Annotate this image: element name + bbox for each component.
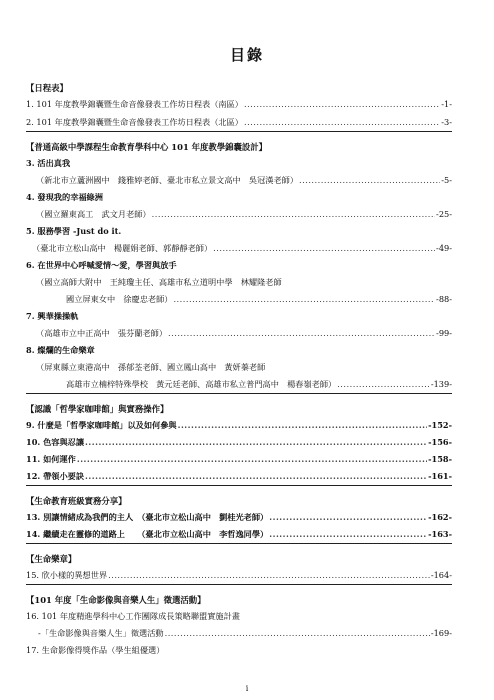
section-heading (26, 493, 452, 509)
toc-entry-title: 【認識「哲學家咖啡館」與實務操作】 (26, 404, 169, 414)
toc-entry (36, 274, 452, 290)
toc-entry (66, 376, 452, 392)
dot-leader (168, 325, 435, 341)
toc-entry-title: 1. 101 年度教學錦囊暨生命音像發表工作坊日程表（南區） (26, 99, 243, 109)
section-heading (26, 592, 452, 608)
section-heading (26, 401, 452, 417)
toc-entry-page: -139- (430, 379, 452, 389)
section-divider (26, 393, 452, 394)
dot-leader (213, 240, 435, 256)
toc-entry-title: 3. 活出真我 (26, 158, 71, 168)
dot-leader (85, 434, 427, 450)
toc-entry-page: -152- (428, 420, 452, 430)
section-heading (26, 551, 452, 567)
toc-entry-title: 【日程表】 (26, 83, 68, 93)
dot-leader (152, 206, 435, 222)
toc-entry-page: -1- (441, 99, 452, 109)
section-divider (26, 584, 452, 585)
dot-leader (178, 417, 428, 433)
toc-entry-title: （國立羅東高工 武文月老師） (36, 209, 151, 219)
toc-entry-page: -99- (436, 328, 452, 338)
toc-entry-title: 14. 繼續走在靈修的道路上 （臺北市立松山高中 李哲逸同學） (26, 529, 269, 539)
dot-leader (299, 172, 440, 188)
toc-entry-title: 高雄市立楠梓特殊學校 黃元廷老師、高雄市私立普門高中 楊春嶺老師） (66, 379, 337, 389)
toc-entry-title: 7. 興華操操軌 (26, 311, 79, 321)
toc-entry (26, 608, 452, 624)
section-divider (26, 131, 452, 132)
toc-entry-title: （高雄市立中正高中 張芬蘭老師） (36, 328, 168, 338)
toc-entry-title: 15. 欣小樣的異想世界 (26, 570, 108, 580)
toc-entry-page: -156- (428, 437, 452, 447)
toc-entry-page: -158- (428, 454, 452, 464)
section-divider (26, 485, 452, 486)
toc-entry-title: 16. 101 年度精進學科中心工作團隊成長策略聯盟實施計畫 (26, 611, 240, 621)
section-divider (26, 543, 452, 544)
toc-entry-title: （臺北市立松山高中 楊麗娟老師、郭靜靜老師） (32, 243, 213, 253)
toc-entry (26, 189, 452, 205)
toc-entry-title: 6. 在世界中心呼喊愛情～愛，學習與放手 (26, 260, 177, 270)
toc-entry-page: -49- (436, 243, 452, 253)
toc-entry-title: 【101 年度「生命影像與音樂人生」徵選活動】 (26, 595, 206, 605)
toc-entry-title: 國立屏東女中 徐慶忠老師） (66, 294, 173, 304)
toc-entry (36, 172, 452, 188)
toc-entry (36, 359, 452, 375)
page-title: 目錄 (229, 46, 264, 64)
toc-entry (66, 291, 452, 307)
toc-entry-title: （新北市立蘆洲國中 錢雅婷老師、臺北市私立景文高中 吳冠漢老師） (36, 175, 299, 185)
toc-entry (26, 96, 452, 112)
toc-entry (36, 206, 452, 222)
section-heading (26, 80, 452, 96)
toc-entry-title: 【生命樂章】 (26, 554, 77, 564)
toc-entry-page: -25- (436, 209, 452, 219)
toc-entry-title: 8. 燦爛的生命樂章 (26, 345, 95, 355)
dot-leader (85, 468, 427, 484)
toc-entry (26, 468, 452, 484)
dot-leader (244, 114, 440, 130)
toc-entry-page: -88- (436, 294, 452, 304)
section-heading (26, 139, 452, 155)
toc-entry-title: 【普通高級中學課程生命教育學科中心 101 年度教學錦囊設計】 (26, 142, 268, 152)
toc-entry (26, 342, 452, 358)
toc-entry-title: 17. 生命影像得獎作品（學生組優選） (26, 645, 165, 655)
toc-entry (26, 567, 452, 583)
toc-entry (26, 417, 452, 433)
toc-entry-page: -162- (428, 512, 452, 522)
dot-leader (269, 509, 427, 525)
dot-leader (269, 526, 427, 542)
toc-entry-title: 2. 101 年度教學錦囊暨生命音像發表工作坊日程表（北區） (26, 117, 243, 127)
toc-entry-page: -5- (441, 175, 452, 185)
dot-leader (165, 625, 430, 641)
toc-entry-title: 4. 發現我的幸福綠洲 (26, 192, 103, 202)
page-number: i (245, 684, 249, 693)
dot-leader (77, 451, 427, 467)
toc-entry-title: 5. 服務學習 -Just do it. (26, 226, 122, 236)
toc-entry (26, 434, 452, 450)
toc-entry-title: 13. 別讓情緒成為我們的主人 （臺北市立松山高中 劉桂光老師） (26, 512, 269, 522)
toc-entry (26, 257, 452, 273)
dot-leader (337, 376, 430, 392)
toc-entry (26, 509, 452, 525)
toc-entry (26, 223, 452, 239)
toc-entry (26, 308, 452, 324)
toc-entry-page: -161- (428, 471, 452, 481)
toc-entry-title: 【生命教育班級實務分享】 (26, 496, 127, 506)
toc-entry-page: -3- (441, 117, 452, 127)
toc-entry (26, 642, 452, 658)
toc-entry-title: 12. 帶領小要訣 (26, 471, 85, 481)
toc-entry (36, 325, 452, 341)
toc-entry (26, 526, 452, 542)
toc-entry (32, 240, 452, 256)
toc-entry-title: （國立高師大附中 王純瓊主任、高雄市私立道明中學 林耀隆老師 (36, 277, 282, 287)
toc-entry-title: 9. 什麼是「哲學家咖啡館」以及如何參與 (26, 420, 177, 430)
toc-entry (26, 114, 452, 130)
toc-entry-page: -164- (430, 570, 452, 580)
toc-entry (26, 451, 452, 467)
toc-entry-title: （屏東縣立東港高中 孫郁荃老師、國立鳳山高中 黃妍蓁老師 (36, 362, 266, 372)
toc-entry-title: 10. 色容與忍讓 (26, 437, 85, 447)
toc-entry-title: -「生命影像與音樂人生」徵選活動 (38, 628, 164, 638)
toc-entry-page: -163- (428, 529, 452, 539)
toc-entry (26, 155, 452, 171)
dot-leader (173, 291, 435, 307)
dot-leader (108, 567, 430, 583)
toc-entry-title: 11. 如何運作 (26, 454, 76, 464)
toc-entry-page: -169- (430, 628, 452, 638)
dot-leader (244, 96, 440, 112)
toc-entry (38, 625, 452, 641)
